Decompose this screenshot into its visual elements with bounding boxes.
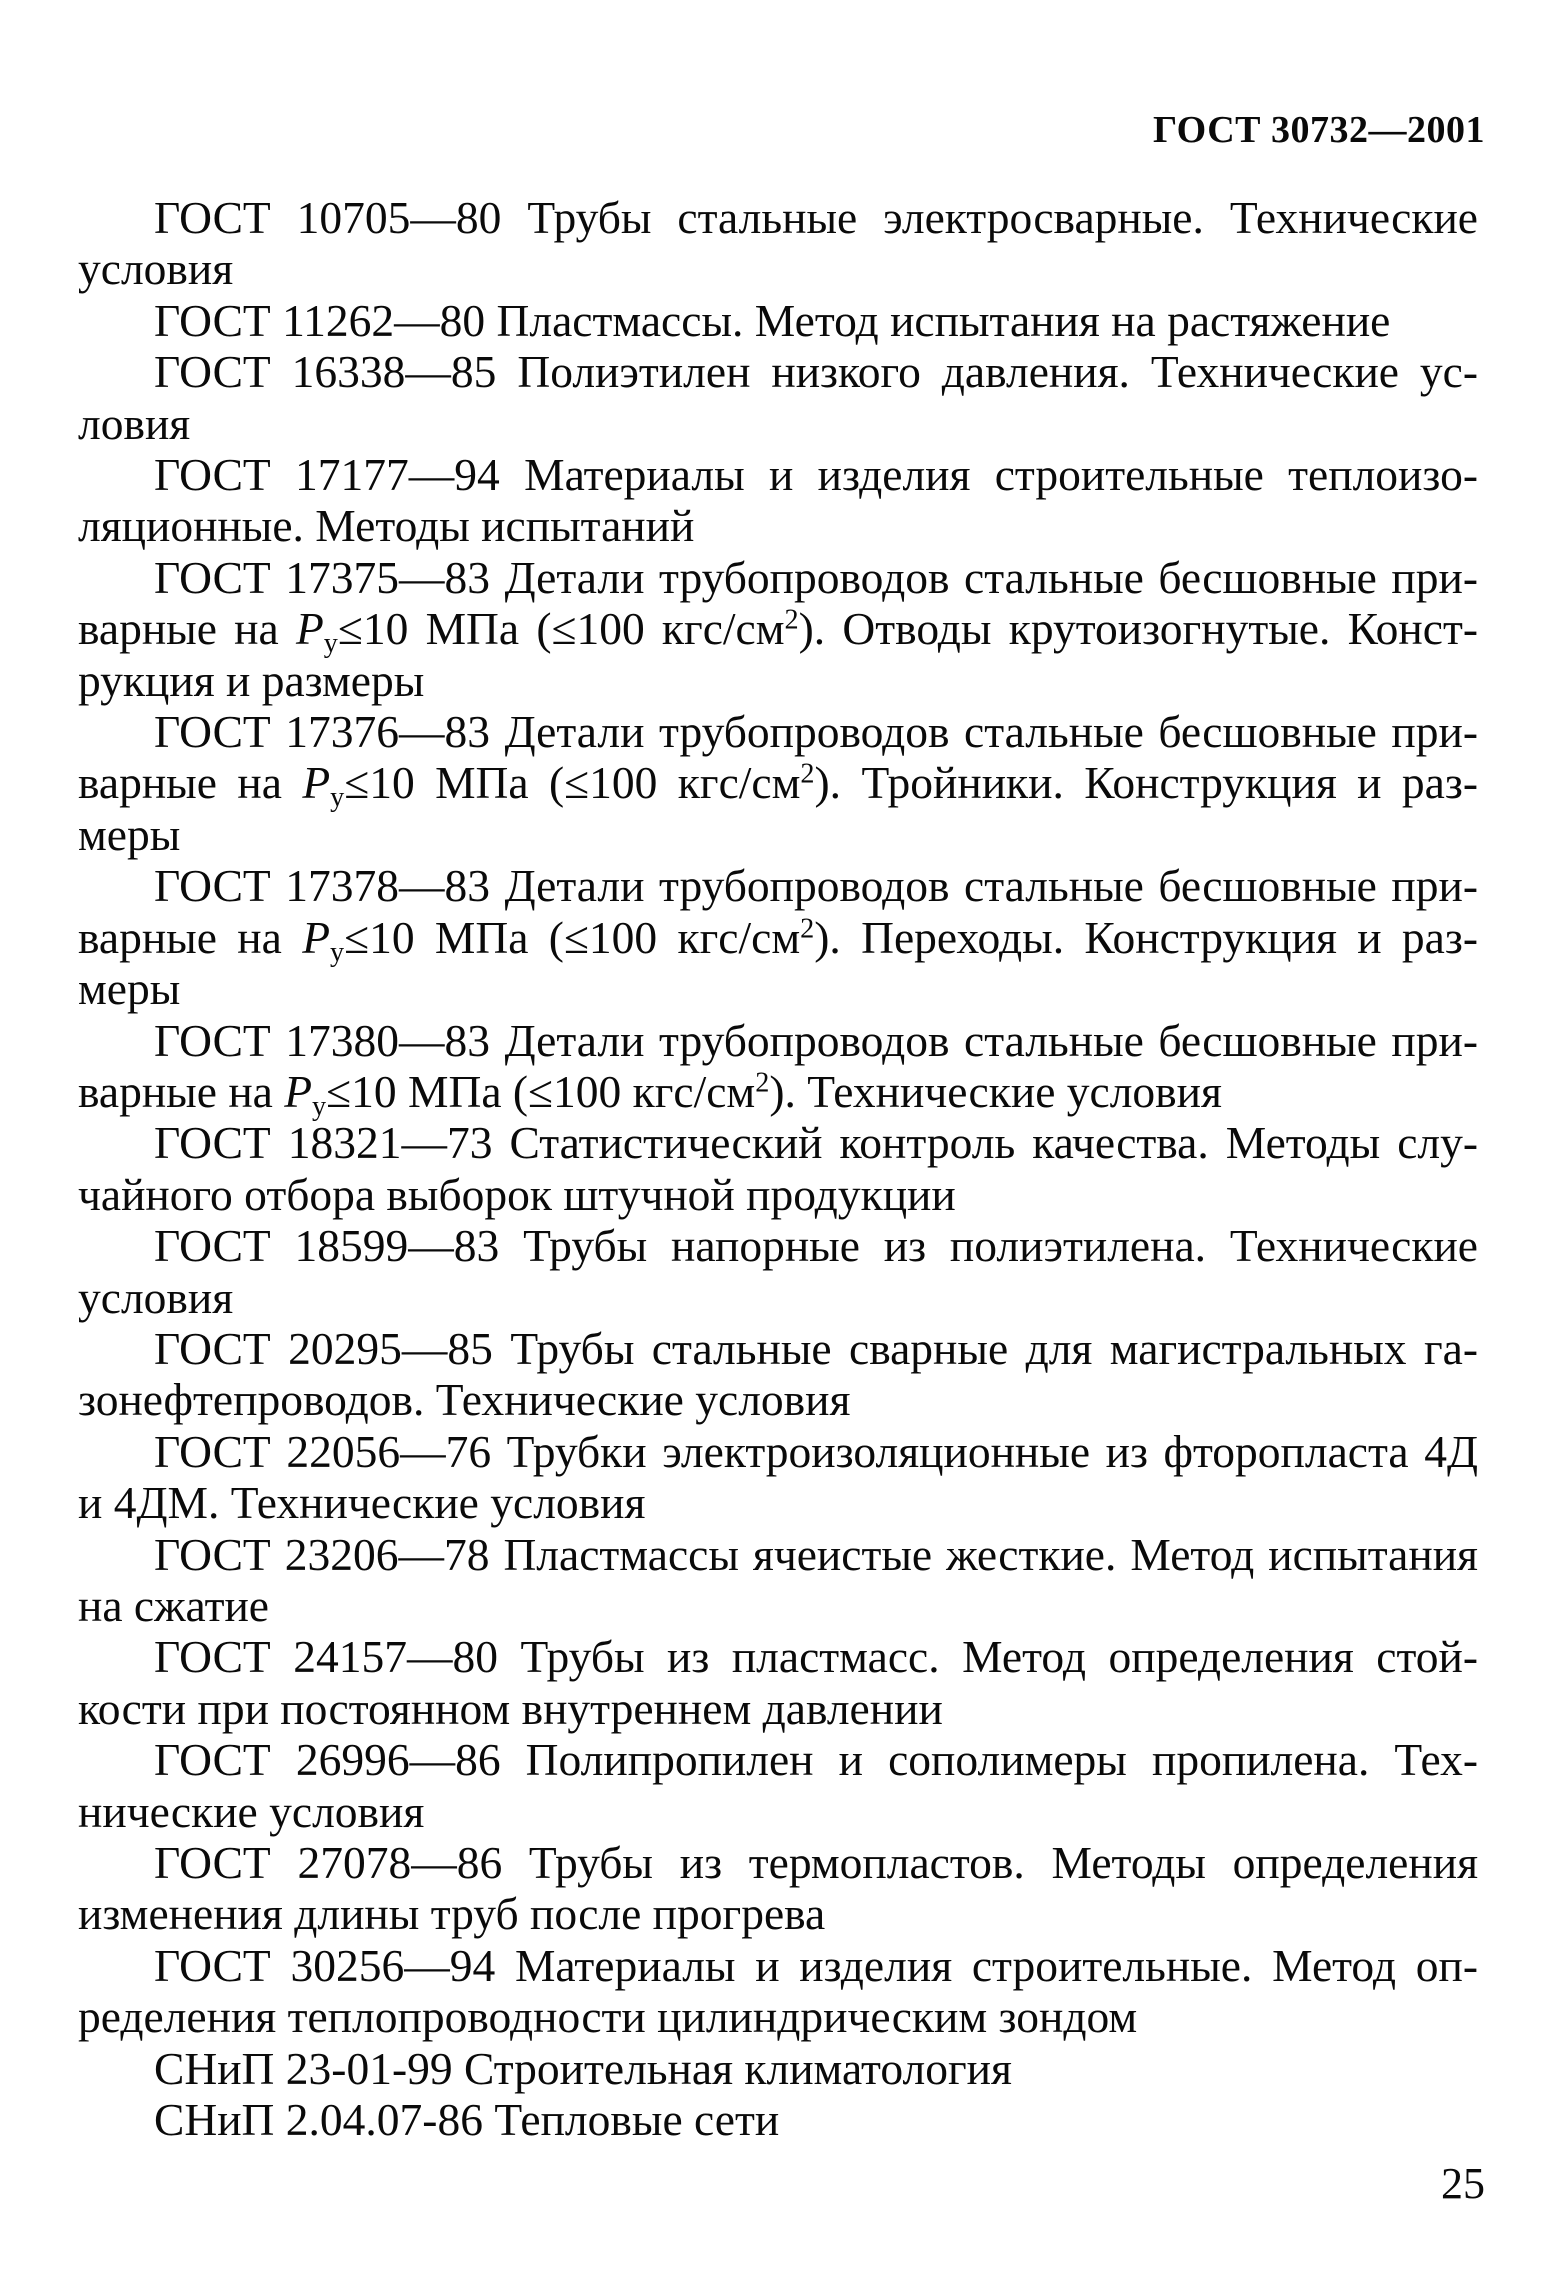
reference-title: Материалы и изделия строительные. Метод определения теплопроводности цилиндрическим зондом <box>78 1939 1478 2043</box>
reference-title: Полипропилен и сополимеры пропилена. Технические условия <box>78 1734 1478 1837</box>
pressure-symbol: P <box>302 757 331 809</box>
reference-entry <box>78 1940 1478 2043</box>
reference-entry <box>78 1529 1478 1632</box>
reference-title: Тепловые сети <box>494 2094 780 2146</box>
pressure-condition: ≤10 МПа (≤100 кгс/см <box>337 603 785 655</box>
reference-code: ГОСТ 17378—83 <box>154 860 491 912</box>
reference-code: ГОСТ 24157—80 <box>154 1631 498 1683</box>
reference-title-part: ). Тройники. Конструкция и размеры <box>78 757 1478 860</box>
pressure-symbol: P <box>295 603 324 655</box>
reference-entry <box>78 1837 1478 1940</box>
unit-superscript: 2 <box>784 604 799 636</box>
reference-entry <box>78 1117 1478 1220</box>
reference-title-part: Детали трубопроводов стальные бесшовные приварные на <box>78 706 1478 809</box>
reference-code: ГОСТ 18599—83 <box>154 1220 500 1272</box>
unit-superscript: 2 <box>755 1067 770 1099</box>
reference-entry <box>78 1631 1478 1734</box>
document-code-header: ГОСТ 30732—2001 <box>1152 109 1485 151</box>
reference-title: Трубки электроизоляционные из фторопласта 4Д и 4ДМ. Технические условия <box>78 1425 1479 1529</box>
reference-code: ГОСТ 16338—85 <box>154 346 497 398</box>
reference-title: Трубы напорные из полиэтилена. Технические условия <box>78 1220 1478 1323</box>
pressure-subscript: y <box>330 936 345 968</box>
reference-entry <box>78 1014 1478 1122</box>
reference-entry <box>78 192 1478 295</box>
reference-title-part: Детали трубопроводов стальные бесшовные приварные на <box>78 860 1478 963</box>
reference-entry <box>78 346 1478 449</box>
reference-title: Трубы из пластмасс. Метод определения стойкости при постоянном внутреннем давлении <box>78 1631 1479 1734</box>
reference-code: ГОСТ 10705—80 <box>154 192 502 243</box>
reference-entry <box>78 1323 1478 1426</box>
pressure-symbol: P <box>302 911 330 963</box>
reference-title: Статистический контроль качества. Методы случайного отбора выборок штучной продукции <box>78 1117 1478 1220</box>
reference-title: Трубы стальные электросварные. Технические условия <box>78 192 1478 295</box>
reference-title: Трубы стальные сварные для магистральных газонефтепроводов. Технические условия <box>78 1322 1478 1426</box>
normative-references-list <box>78 192 1478 2145</box>
reference-code: ГОСТ 17375—83 <box>154 551 491 603</box>
pressure-condition: ≤10 МПа (≤100 кгс/см <box>344 757 801 809</box>
reference-title-part: Детали трубопроводов стальные бесшовные приварные на <box>78 1014 1478 1117</box>
reference-title: Трубы из термопластов. Методы определения изменения длины труб после прогрева <box>78 1837 1479 1940</box>
pressure-subscript: y <box>330 782 345 814</box>
reference-code: ГОСТ 30256—94 <box>154 1939 496 1991</box>
reference-entry <box>78 1426 1478 1529</box>
reference-code: ГОСТ 17376—83 <box>154 706 491 758</box>
pressure-subscript: y <box>323 628 338 660</box>
reference-title: Строительная климатология <box>463 2042 1012 2094</box>
reference-code: ГОСТ 23206—78 <box>154 1528 490 1580</box>
reference-code: ГОСТ 20295—85 <box>154 1322 493 1374</box>
reference-entry <box>78 706 1478 860</box>
reference-entry <box>78 449 1478 552</box>
page-number: 25 <box>1441 2159 1485 2208</box>
reference-code: ГОСТ 22056—76 <box>154 1425 492 1477</box>
reference-title-part: ). Отводы крутоизогнутые. Конструкция и размеры <box>78 603 1478 706</box>
reference-code: ГОСТ 17177—94 <box>154 449 500 501</box>
pressure-subscript: y <box>312 1090 327 1122</box>
reference-entry <box>78 2094 1478 2145</box>
reference-title-part: Детали трубопроводов стальные бесшовные приварные на <box>78 551 1478 655</box>
reference-title: Материалы и изделия строительные теплоизоляционные. Методы испытаний <box>78 449 1479 552</box>
pressure-condition: ≤10 МПа (≤100 кгс/см <box>326 1065 756 1117</box>
reference-entry <box>78 2043 1478 2094</box>
reference-title: Пластмассы. Метод испытания на растяжение <box>496 294 1391 346</box>
unit-superscript: 2 <box>800 758 815 790</box>
reference-code: ГОСТ 18321—73 <box>154 1117 493 1169</box>
reference-title: Пластмассы ячеистые жесткие. Метод испытания на сжатие <box>78 1528 1478 1631</box>
reference-entry <box>78 552 1478 706</box>
reference-code: СНиП 2.04.07-86 <box>154 2094 483 2146</box>
reference-title-part: ). Технические условия <box>769 1065 1222 1117</box>
pressure-symbol: P <box>284 1065 313 1117</box>
reference-title: Полиэтилен низкого давления. Технические условия <box>78 346 1479 449</box>
unit-superscript: 2 <box>800 913 815 945</box>
pressure-condition: ≤10 МПа (≤100 кгс/см <box>344 911 801 963</box>
reference-code: СНиП 23-01-99 <box>154 2042 453 2094</box>
reference-entry <box>78 1734 1478 1837</box>
reference-code: ГОСТ 17380—83 <box>154 1014 491 1066</box>
reference-entry <box>78 860 1478 1014</box>
reference-title-part: ). Переходы. Конструкция и размеры <box>78 911 1478 1015</box>
reference-entry <box>78 295 1478 346</box>
reference-code: ГОСТ 27078—86 <box>154 1837 503 1888</box>
reference-code: ГОСТ 11262—80 <box>154 294 486 346</box>
reference-code: ГОСТ 26996—86 <box>154 1734 501 1786</box>
reference-entry <box>78 1220 1478 1323</box>
